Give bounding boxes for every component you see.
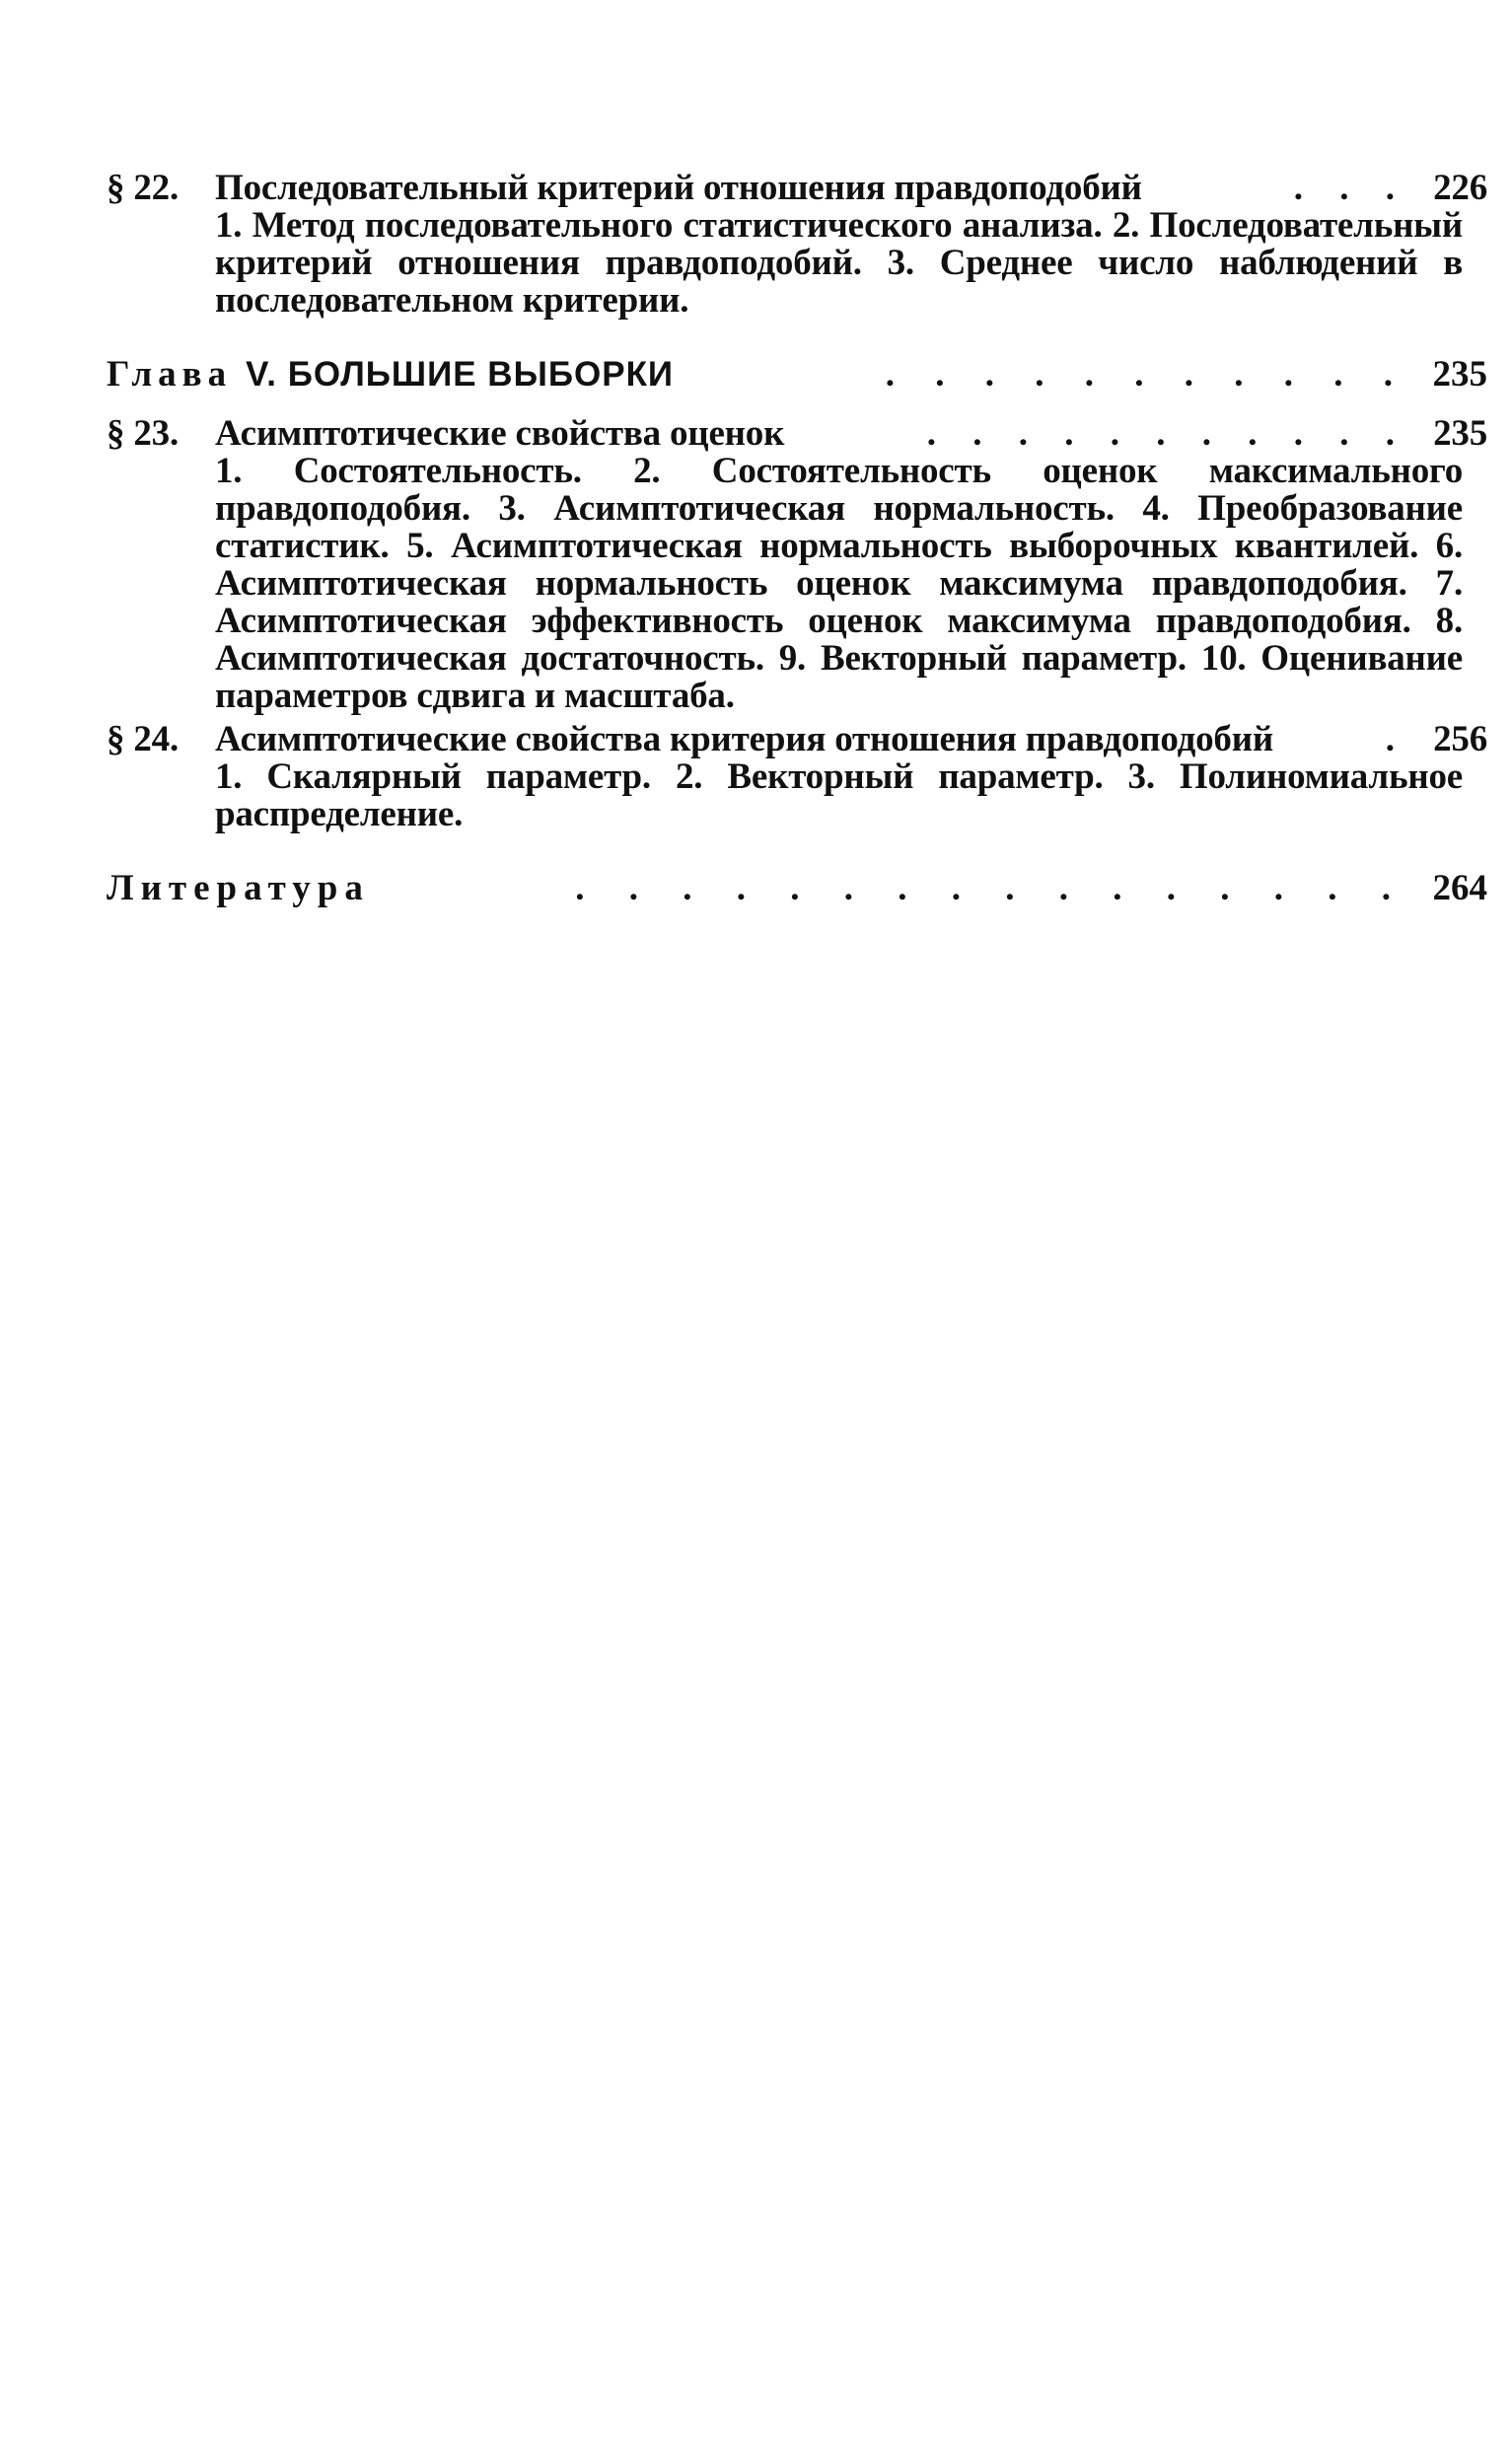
page-number: 235 bbox=[1432, 354, 1487, 395]
page-number: 226 bbox=[1433, 168, 1487, 208]
toc-literature bbox=[107, 867, 1487, 909]
section-body bbox=[215, 170, 1487, 320]
section-title-line bbox=[215, 721, 1487, 758]
chapter-title: V. БОЛЬШИЕ ВЫБОРКИ bbox=[246, 355, 675, 394]
toc-entry-section-23 bbox=[107, 415, 1492, 715]
page-number: 235 bbox=[1433, 413, 1487, 454]
toc-entry-section-24 bbox=[107, 721, 1492, 833]
section-description: 1. Состоятельность. 2. Состоятельность оценок максимального правдоподобия. 3. Асимптотическая нормальность. 4. Преобразование статистик. 5. Асимптотическая нормальность выборочных квантилей. 6. Асимптотическая нормальность оценок максимума правдоподобия. 7. Асимптотическая эффективность оценок максимума правдоподобия. 8. Асимптотическая достаточность. 9. Векторный параметр. 10. Оценивание параметров сдвига и масштаба. bbox=[215, 451, 1463, 716]
section-title-line bbox=[215, 415, 1487, 453]
chapter-label: Глава bbox=[107, 354, 233, 395]
section-description: 1. Метод последовательного статистического анализа. 2. Последовательный критерий отношения правдоподобий. 3. Среднее число наблюдений в последовательном критерии. bbox=[215, 205, 1463, 321]
leader-dots: . . . . . . . . . . . bbox=[885, 354, 1408, 395]
section-title: Последовательный критерий отношения правдоподобий bbox=[215, 168, 1142, 208]
section-title: Асимптотические свойства оценок bbox=[215, 413, 785, 454]
section-number: § 23. bbox=[107, 413, 180, 454]
leader-dots: . . . . . . . . . . . . . . . . bbox=[575, 868, 1408, 908]
leader-dots: . . . bbox=[1293, 170, 1408, 207]
toc-chapter-5 bbox=[107, 353, 1487, 396]
section-title: Асимптотические свойства критерия отношения правдоподобий bbox=[215, 719, 1273, 759]
table-of-contents bbox=[107, 170, 1492, 909]
section-description: 1. Скалярный параметр. 2. Векторный параметр. 3. Полиномиальное распределение. bbox=[215, 756, 1463, 834]
section-body bbox=[215, 415, 1487, 715]
section-body bbox=[215, 721, 1487, 833]
page-number: 256 bbox=[1433, 719, 1487, 759]
literature-label: Литература bbox=[107, 868, 370, 908]
section-title-line bbox=[215, 170, 1487, 207]
leader-dots: . bbox=[1385, 721, 1408, 758]
section-number: § 24. bbox=[107, 719, 180, 759]
section-number: § 22. bbox=[107, 168, 180, 208]
toc-entry-section-22 bbox=[107, 170, 1492, 320]
page-number: 264 bbox=[1432, 868, 1487, 908]
leader-dots: . . . . . . . . . . . bbox=[926, 415, 1408, 453]
